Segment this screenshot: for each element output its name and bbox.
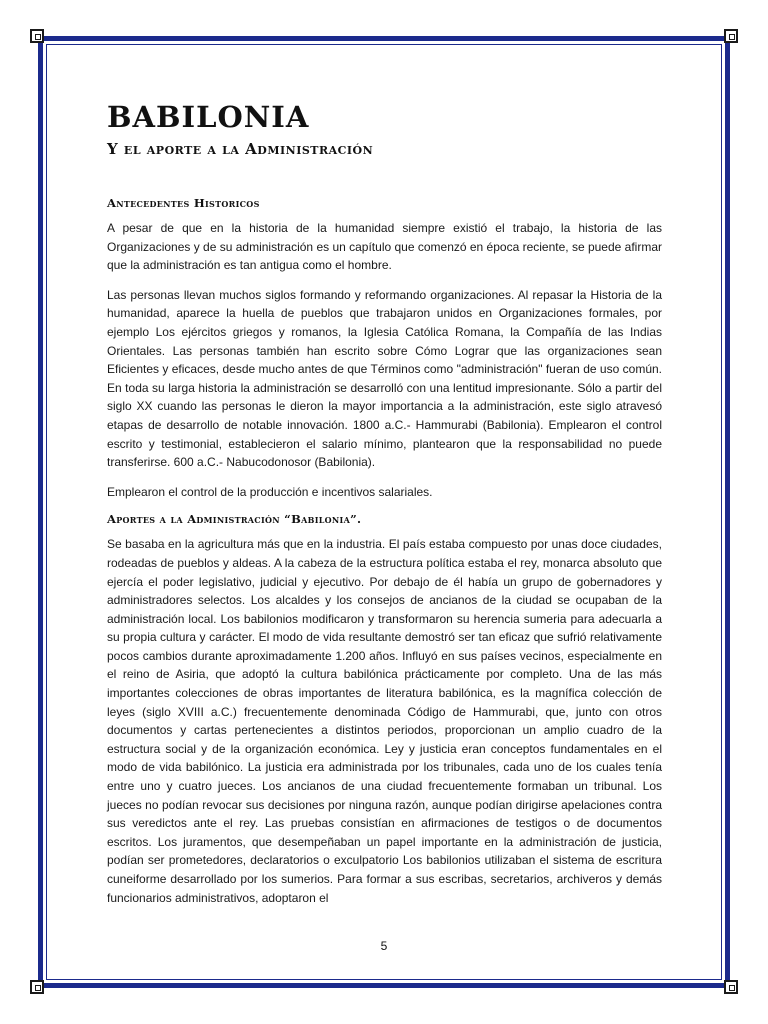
section-heading-antecedentes: Antecedentes Historicos (107, 196, 260, 210)
paragraph: Se basaba en la agricultura más que en la industria. El país estaba compuesto por unas doce ciudades, rodeadas de pueblos y aldeas. A la cabeza de la estructura política estaba el rey, monarca absoluto que ejercía el poder legislativo, judicial y ejecutivo. Por debajo de él había un grupo de gobernadores y administradores selectos. Los alcaldes y los consejos de ancianos de la ciudad se ocupaban de la administración local. Los babilonios modificaron y transformaron su herencia sumeria para adecuarla a su propia cultura y carácter. El modo de vida resultante demostró ser tan eficaz que sufrió relativamente pocos cambios durante aproximadamente 1.200 años. Influyó en sus países vecinos, especialmente en el reino de Asiria, que adoptó la cultura babilónica prácticamente por completo. Una de las más importantes colecciones de obras importantes de literatura babilónica, es la magnífica colección de leyes (siglo XVIII a.C.) frecuentemente denominada Código de Hammurabi, que, junto con otros documentos y cartas pertenecientes a distintos periodos, proporcionan un amplio cuadro de la estructura social y de la organización económica. Ley y justicia eran conceptos fundamentales en el modo de vida babilónico. La justicia era administrada por los tribunales, cada uno de los cuales tenía entre uno y cuatro jueces. Los ancianos de una ciudad frecuentemente formaban un tribunal. Los jueces no podían revocar sus decisiones por ninguna razón, aunque podían dirigirse apelaciones contra sus veredictos ante el rey. Las pruebas consistían en afirmaciones de testigos o de documentos escritos. Los juramentos, que desempeñaban un papel importante en la administración de justicia, podían ser prometedores, declaratorios o exculpatorio Los babilonios utilizaban el sistema de escritura cuneiforme desarrollado por los sumerios. Para formar a sus escribas, secretarios, archiveros y demás funcionarios administrativos, adoptaron el (107, 537, 662, 905)
document-body (107, 100, 662, 918)
document-subtitle: Y el aporte a la Administración (107, 140, 374, 158)
paragraph: Las personas llevan muchos siglos formando y reformando organizaciones. Al repasar la Historia de la humanidad, aparece la huella de pueblos que trabajaron unidos en Organizaciones formales, por ejemplo Los ejércitos griegos y romanos, la Iglesia Católica Romana, la Compañía de las Indias Orientales. Las personas también han escrito sobre Cómo Lograr que las organizaciones sean Eficientes y eficaces, desde mucho antes de que Términos como "administración" fueran de uso común. En toda su larga historia la administración se desarrolló con una lentitud impresionante. Sólo a partir del siglo XX cuando las personas le dieron la mayor importancia a la administración, este siglo atravesó etapas de desarrollo de notable innovación. 1800 a.C.- Hammurabi (Babilonia). Emplearon el control escrito y testimonial, establecieron el salario mínimo, plantearon que la responsabilidad no puede transferirse. 600 a.C.- Nabucodonosor (Babilonia). (107, 287, 662, 470)
document-title: BABILONIA (107, 100, 310, 134)
corner-ornament-bottom-left (30, 980, 44, 994)
paragraph: Emplearon el control de la producción e incentivos salariales. (107, 484, 433, 499)
paragraph: A pesar de que en la historia de la humanidad siempre existió el trabajo, la historia de las Organizaciones y de su administración es un capítulo que comenzó en época reciente, se puede afirmar que la administración es tan antigua como el hombre. (107, 221, 662, 273)
section-heading-aportes: Aportes a la Administración “Babilonia”. (107, 512, 362, 527)
corner-ornament-top-right (724, 29, 738, 43)
page-number: 5 (380, 939, 388, 953)
corner-ornament-top-left (30, 29, 44, 43)
corner-ornament-bottom-right (724, 980, 738, 994)
